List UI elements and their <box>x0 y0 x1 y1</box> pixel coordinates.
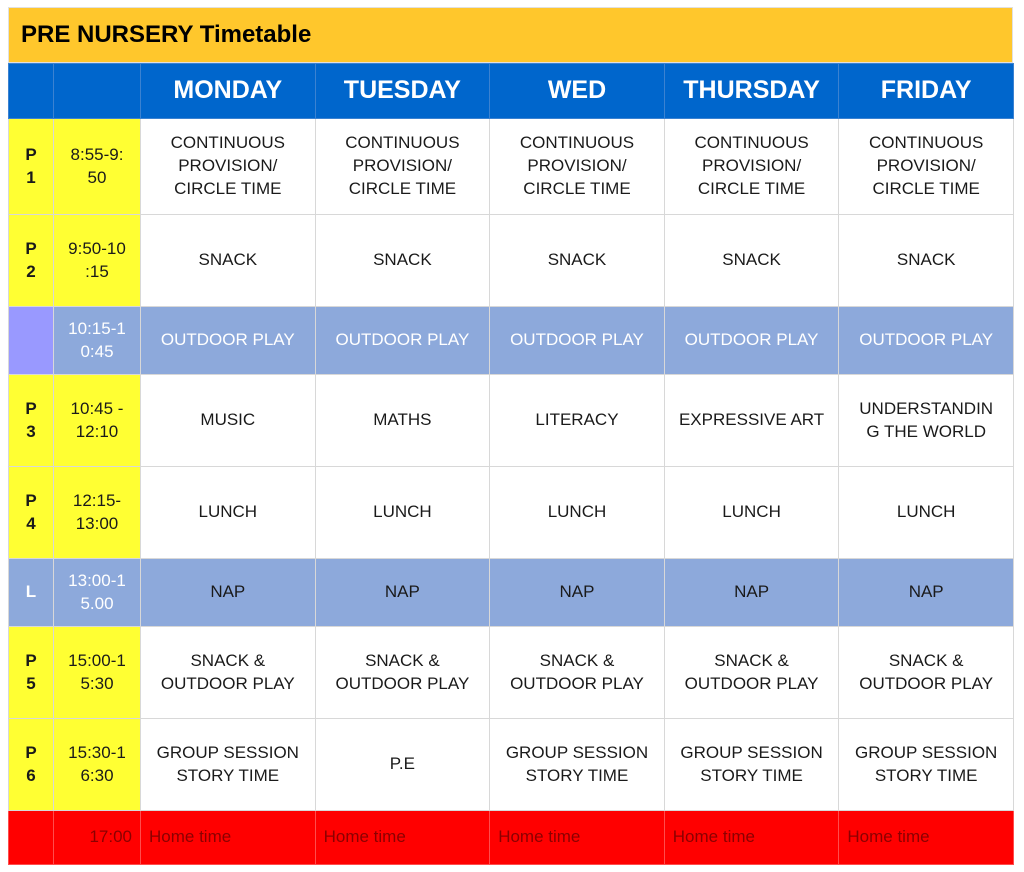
timetable-row <box>9 559 1014 627</box>
activity-cell: Home time <box>664 811 839 865</box>
time-slot: 12:15- 13:00 <box>54 467 141 559</box>
time-slot: 10:45 - 12:10 <box>54 375 141 467</box>
activity-cell: MATHS <box>315 375 490 467</box>
activity-cell: LUNCH <box>664 467 839 559</box>
day-header-monday: MONDAY <box>141 64 316 119</box>
activity-cell: LUNCH <box>315 467 490 559</box>
timetable-row <box>9 811 1014 865</box>
period-label: P 3 <box>9 375 54 467</box>
period-label: P 2 <box>9 215 54 307</box>
time-slot: 9:50-10 :15 <box>54 215 141 307</box>
activity-cell: GROUP SESSION STORY TIME <box>664 719 839 811</box>
activity-cell: GROUP SESSION STORY TIME <box>141 719 316 811</box>
activity-cell: NAP <box>839 559 1014 627</box>
activity-cell: UNDERSTANDIN G THE WORLD <box>839 375 1014 467</box>
period-label: P 4 <box>9 467 54 559</box>
period-label: P 1 <box>9 119 54 215</box>
period-label <box>9 307 54 375</box>
activity-cell: NAP <box>664 559 839 627</box>
period-label: P 5 <box>9 627 54 719</box>
activity-cell: SNACK <box>839 215 1014 307</box>
activity-cell: SNACK <box>315 215 490 307</box>
activity-cell: SNACK & OUTDOOR PLAY <box>315 627 490 719</box>
activity-cell: LUNCH <box>141 467 316 559</box>
day-header-thursday: THURSDAY <box>664 64 839 119</box>
activity-cell: Home time <box>839 811 1014 865</box>
timetable-sheet <box>8 7 1013 865</box>
time-slot: 8:55-9: 50 <box>54 119 141 215</box>
activity-cell: SNACK <box>664 215 839 307</box>
time-slot: 15:00-1 5:30 <box>54 627 141 719</box>
activity-cell: OUTDOOR PLAY <box>664 307 839 375</box>
timetable-row <box>9 215 1014 307</box>
activity-cell: OUTDOOR PLAY <box>141 307 316 375</box>
activity-cell: MUSIC <box>141 375 316 467</box>
time-slot: 10:15-1 0:45 <box>54 307 141 375</box>
timetable-title: PRE NURSERY Timetable <box>8 7 1013 63</box>
period-label: L <box>9 559 54 627</box>
activity-cell: NAP <box>315 559 490 627</box>
activity-cell: OUTDOOR PLAY <box>315 307 490 375</box>
activity-cell: P.E <box>315 719 490 811</box>
activity-cell: SNACK & OUTDOOR PLAY <box>664 627 839 719</box>
activity-cell: Home time <box>315 811 490 865</box>
activity-cell: Home time <box>490 811 665 865</box>
activity-cell: Home time <box>141 811 316 865</box>
day-header-tuesday: TUESDAY <box>315 64 490 119</box>
activity-cell: SNACK & OUTDOOR PLAY <box>141 627 316 719</box>
activity-cell: CONTINUOUS PROVISION/ CIRCLE TIME <box>664 119 839 215</box>
activity-cell: NAP <box>490 559 665 627</box>
time-slot: 13:00-1 5.00 <box>54 559 141 627</box>
activity-cell: OUTDOOR PLAY <box>490 307 665 375</box>
activity-cell: GROUP SESSION STORY TIME <box>490 719 665 811</box>
activity-cell: EXPRESSIVE ART <box>664 375 839 467</box>
header-blank-time <box>54 64 141 119</box>
period-label <box>9 811 54 865</box>
timetable-row <box>9 627 1014 719</box>
time-slot: 15:30-1 6:30 <box>54 719 141 811</box>
timetable-row <box>9 375 1014 467</box>
timetable-row <box>9 719 1014 811</box>
activity-cell: SNACK & OUTDOOR PLAY <box>839 627 1014 719</box>
activity-cell: CONTINUOUS PROVISION/ CIRCLE TIME <box>141 119 316 215</box>
activity-cell: CONTINUOUS PROVISION/ CIRCLE TIME <box>315 119 490 215</box>
header-blank-period <box>9 64 54 119</box>
activity-cell: SNACK & OUTDOOR PLAY <box>490 627 665 719</box>
timetable-row <box>9 467 1014 559</box>
activity-cell: OUTDOOR PLAY <box>839 307 1014 375</box>
timetable-grid <box>8 63 1014 865</box>
day-header-wed: WED <box>490 64 665 119</box>
activity-cell: SNACK <box>490 215 665 307</box>
activity-cell: LUNCH <box>839 467 1014 559</box>
time-slot: 17:00 <box>54 811 141 865</box>
activity-cell: LUNCH <box>490 467 665 559</box>
day-header-friday: FRIDAY <box>839 64 1014 119</box>
activity-cell: SNACK <box>141 215 316 307</box>
day-header-row <box>9 64 1014 119</box>
activity-cell: CONTINUOUS PROVISION/ CIRCLE TIME <box>839 119 1014 215</box>
timetable-row <box>9 119 1014 215</box>
activity-cell: NAP <box>141 559 316 627</box>
period-label: P 6 <box>9 719 54 811</box>
activity-cell: CONTINUOUS PROVISION/ CIRCLE TIME <box>490 119 665 215</box>
timetable-row <box>9 307 1014 375</box>
activity-cell: LITERACY <box>490 375 665 467</box>
activity-cell: GROUP SESSION STORY TIME <box>839 719 1014 811</box>
